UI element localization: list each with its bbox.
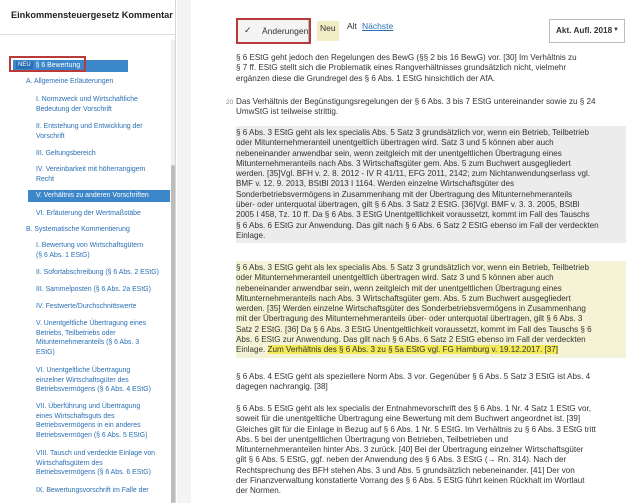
paragraph-number: 20 bbox=[226, 99, 234, 106]
pane-divider bbox=[177, 0, 191, 503]
toc-item-sofortabschreibung[interactable]: II. Sofortabschreibung (§ 6 Abs. 2 EStG) bbox=[36, 269, 159, 276]
toc-item-vereinbarkeit[interactable]: IV. Vereinbarkeit mit höherrangigem Recht bbox=[36, 166, 146, 183]
check-icon: ✓ bbox=[244, 25, 252, 35]
neu-filter[interactable]: Neu bbox=[317, 21, 339, 41]
paragraph-abs4: § 6 Abs. 4 EStG geht als speziellere Norm Abs. 3 vor. Gegenüber § 6 Abs. 5 Satz 3 EStG ist Abs. 4 dagegen nachrangig. [38] bbox=[236, 372, 591, 392]
highlight-box-aenderungen bbox=[236, 18, 311, 44]
toc-item-sammelposten[interactable]: III. Sammelposten (§ 6 Abs. 2a EStG) bbox=[36, 286, 151, 293]
toc-item-unentgeltliche-uebertragung-betrieb[interactable]: V. Unentgeltliche Übertragung eines Betriebs, Teilbetriebs oder Mitunternehmeranteils (§ 6 Abs. 3 EStG) bbox=[36, 320, 147, 356]
toc-item-wertmassstaebe[interactable]: VI. Erläuterung der Wertmaßstäbe bbox=[36, 210, 141, 217]
highlight-box-para6 bbox=[9, 56, 86, 72]
aenderungen-label: Änderungen bbox=[262, 26, 309, 36]
paragraph-19: § 6 EStG geht jedoch den Regelungen des BewG (§§ 2 bis 16 BewG) vor. [30] Im Verhältnis zu § 7 ff. EStG stellt sich die Problematik eines Rangverhältnisses grundsätzlich nicht, vielmehr ergänzen diese die Grundregel des § 6 Abs. 1 EStG hinsichtlich der AfA. bbox=[236, 53, 577, 83]
main-content bbox=[191, 0, 630, 503]
toc-item-festwerte[interactable]: IV. Festwerte/Durchschnittswerte bbox=[36, 303, 137, 310]
sidebar-title: Einkommensteuergesetz Kommentar bbox=[11, 10, 173, 20]
toc-item-unentgeltliche-uebertragung-wg[interactable]: VI. Unentgeltliche Übertragung einzelner Wirtschaftsgüter des Betriebsvermögens (§ 6 Abs. 4 EStG) bbox=[36, 367, 151, 393]
toc-item-tausch[interactable]: VIII. Tausch und verdeckte Einlage von Wirtschaftsgütern des Betriebsvermögens (§ 6 Abs. 6 EStG) bbox=[36, 450, 156, 476]
edition-select[interactable] bbox=[549, 19, 625, 43]
paragraph-20: Das Verhältnis der Begünstigungsregelungen der § 6 Abs. 3 bis 7 EStG untereinander sowie zu § 24 UmwStG ist teilweise strittig. bbox=[236, 97, 596, 117]
toc-item-label: § 6 Bewertung bbox=[35, 62, 81, 69]
toc-item-bewertungsvorschrift[interactable]: IX. Bewertungsvorschrift im Falle der bbox=[36, 487, 149, 494]
paragraph-yellow-block: § 6 Abs. 3 EStG geht als lex specialis Abs. 5 Satz 3 grundsätzlich vor, wenn ein Betrieb, Teilbetrieb oder Mitunternehmeranteil unentgeltlich übertragen wird. Satz 3 und 5 können aber auch nebeneinander anwendbar sein, wenn zeitgleich mit der unentgeltlichen Übertragung eines Mitunternehmeranteils nach Abs. 3 Wirtschaftsgüter gem. Abs. 5 zum Buchwert ausgegliedert werden. [35] Werden einzelne Wirtschaftsgüter des Sonderbetriebsvermögens in Zusammenhang mit der Übertragung des Mitunternehmeranteils über- oder unterquotal übertragen, gilt § 6 Abs. 3 Satz 2 EStG. [36] Da § 6 Abs. 3 EStG Unentgeltlichkeit voraussetzt, kommt im Fall des Tauschs § 6 Abs. 6 EStG zur Anwendung. Das gilt nach § 6 Abs. 6 Satz 2 EStG ebenso im Fall der verdeckten Einlage. Zum Verhältnis des § 6 Abs. 3 zu § 5a EStG vgl. FG Hamburg v. 19.12.2017. [37] bbox=[236, 261, 626, 358]
toc-item-bewertung-wg[interactable]: I. Bewertung von Wirtschaftsgütern (§ 6 Abs. 1 EStG) bbox=[36, 242, 144, 259]
naechste-link[interactable]: Nächste bbox=[362, 21, 394, 31]
yellow-last-prefix: Einlage. bbox=[236, 345, 268, 355]
sidebar-scrollbar-thumb[interactable] bbox=[171, 165, 175, 503]
toc-item-entstehung[interactable]: II. Entstehung und Entwicklung der Vorschrift bbox=[36, 123, 143, 140]
neu-badge: NEU bbox=[18, 62, 31, 68]
alt-filter[interactable]: Alt bbox=[347, 21, 357, 31]
paragraph-abs5: § 6 Abs. 5 EStG geht als lex specialis der Entnahmevorschrift des § 6 Abs. 1 Nr. 4 Satz 1 EStG vor, soweit für die unentgeltliche Übertragung eine Bewertung mit dem Buchwert angeordnet ist. [39] Gleiches gilt für die Einlage in Bezug auf § 6 Abs. 1 Nr. 5 EStG. Im Verhältnis zu § 6 Abs. 3 EStG tritt Abs. 5 bei der unentgeltlichen Übertragung von Betrieben, Teilbetrieben und Mitunternehmeranteilen hinter Abs. 3 zurück. [40] Bei der Übertragung einzelner Wirtschaftsgüter gilt § 6 Abs. 5 EStG, ggf. neben der Anwendung des § 6 Abs. 3 EStG (→ Rn. 314). Nach der Rechtsprechung des BFH stehen Abs. 3 und Abs. 5 grundsätzlich nebeneinander. [41] Der von der Finanzverwaltung konstatierte Vorrang des § 6 Abs. 5 EStG führt keinen Rückhalt im Wortlaut der Normen. bbox=[236, 404, 596, 496]
toc-item-normzweck[interactable]: I. Normzweck und Wirtschaftliche Bedeutung der Vorschrift bbox=[36, 96, 138, 113]
toc-item-geltungsbereich[interactable]: III. Geltungsbereich bbox=[36, 150, 96, 157]
chevron-down-icon: ▼ bbox=[613, 27, 619, 33]
sidebar-toc bbox=[0, 0, 176, 503]
divider bbox=[0, 34, 176, 35]
highlighted-change: Zum Verhältnis des § 6 Abs. 3 zu § 5a EStG vgl. FG Hamburg v. 19.12.2017. [37] bbox=[267, 345, 558, 355]
toc-item-ueberfuehrung[interactable]: VII. Überführung und Übertragung eines Wirtschaftsguts des Betriebsvermögens in ein anderes Betriebsvermögen (§ 6 Abs. 5 EStG) bbox=[36, 403, 148, 439]
toc-item-systematische-kommentierung[interactable]: B. Systematische Kommentierung bbox=[26, 226, 130, 233]
toc-list bbox=[0, 40, 172, 503]
toc-item-allgemeine-erlaeuterungen[interactable]: A. Allgemeine Erläuterungen bbox=[26, 78, 114, 85]
edition-select-value: Akt. Aufl. 2018 bbox=[556, 26, 613, 35]
toc-item-verhaeltnis[interactable]: V. Verhältnis zu anderen Vorschriften bbox=[28, 190, 170, 202]
paragraph-gray-block: § 6 Abs. 3 EStG geht als lex specialis Abs. 5 Satz 3 grundsätzlich vor, wenn ein Betrieb, Teilbetrieb oder Mitunternehmeranteil unentgeltlich übertragen wird. Satz 3 und 5 können aber auch nebeneinander anwendbar sein, wenn zeitgleich mit der unentgeltlichen Übertragung eines Mitunternehmeranteils nach Abs. 3 Wirtschaftsgüter gem. Abs. 5 zum Buchwert ausgegliedert werden. [35]Vgl. BFH v. 2. 8. 2012 - IV R 41/11, EFG 2011, 2142; zum Nichtanwendungserlass vgl. BMF v. 12. 9. 2013, BStBl 2013 I 1164. Werden einzelne Wirtschaftsgüter des Sonderbetriebsvermögens in Zusammenhang mit der Übertragung des Mitunternehmeranteils über- oder unterquotal übertragen, gilt § 6 Abs. 3 Satz 2 EStG. [36]Vgl. BMF v. 3. 3. 2005, BStBl 2005 I 458, Tz. 10 ff. Da § 6 Abs. 3 EStG Unentgeltlichkeit voraussetzt, kommt im Fall des Tauschs § 6 Abs. 6 EStG zur Anwendung. Das gilt nach § 6 Abs. 6 Satz 2 EStG ebenso im Fall der verdeckten Einlage. bbox=[236, 126, 626, 243]
